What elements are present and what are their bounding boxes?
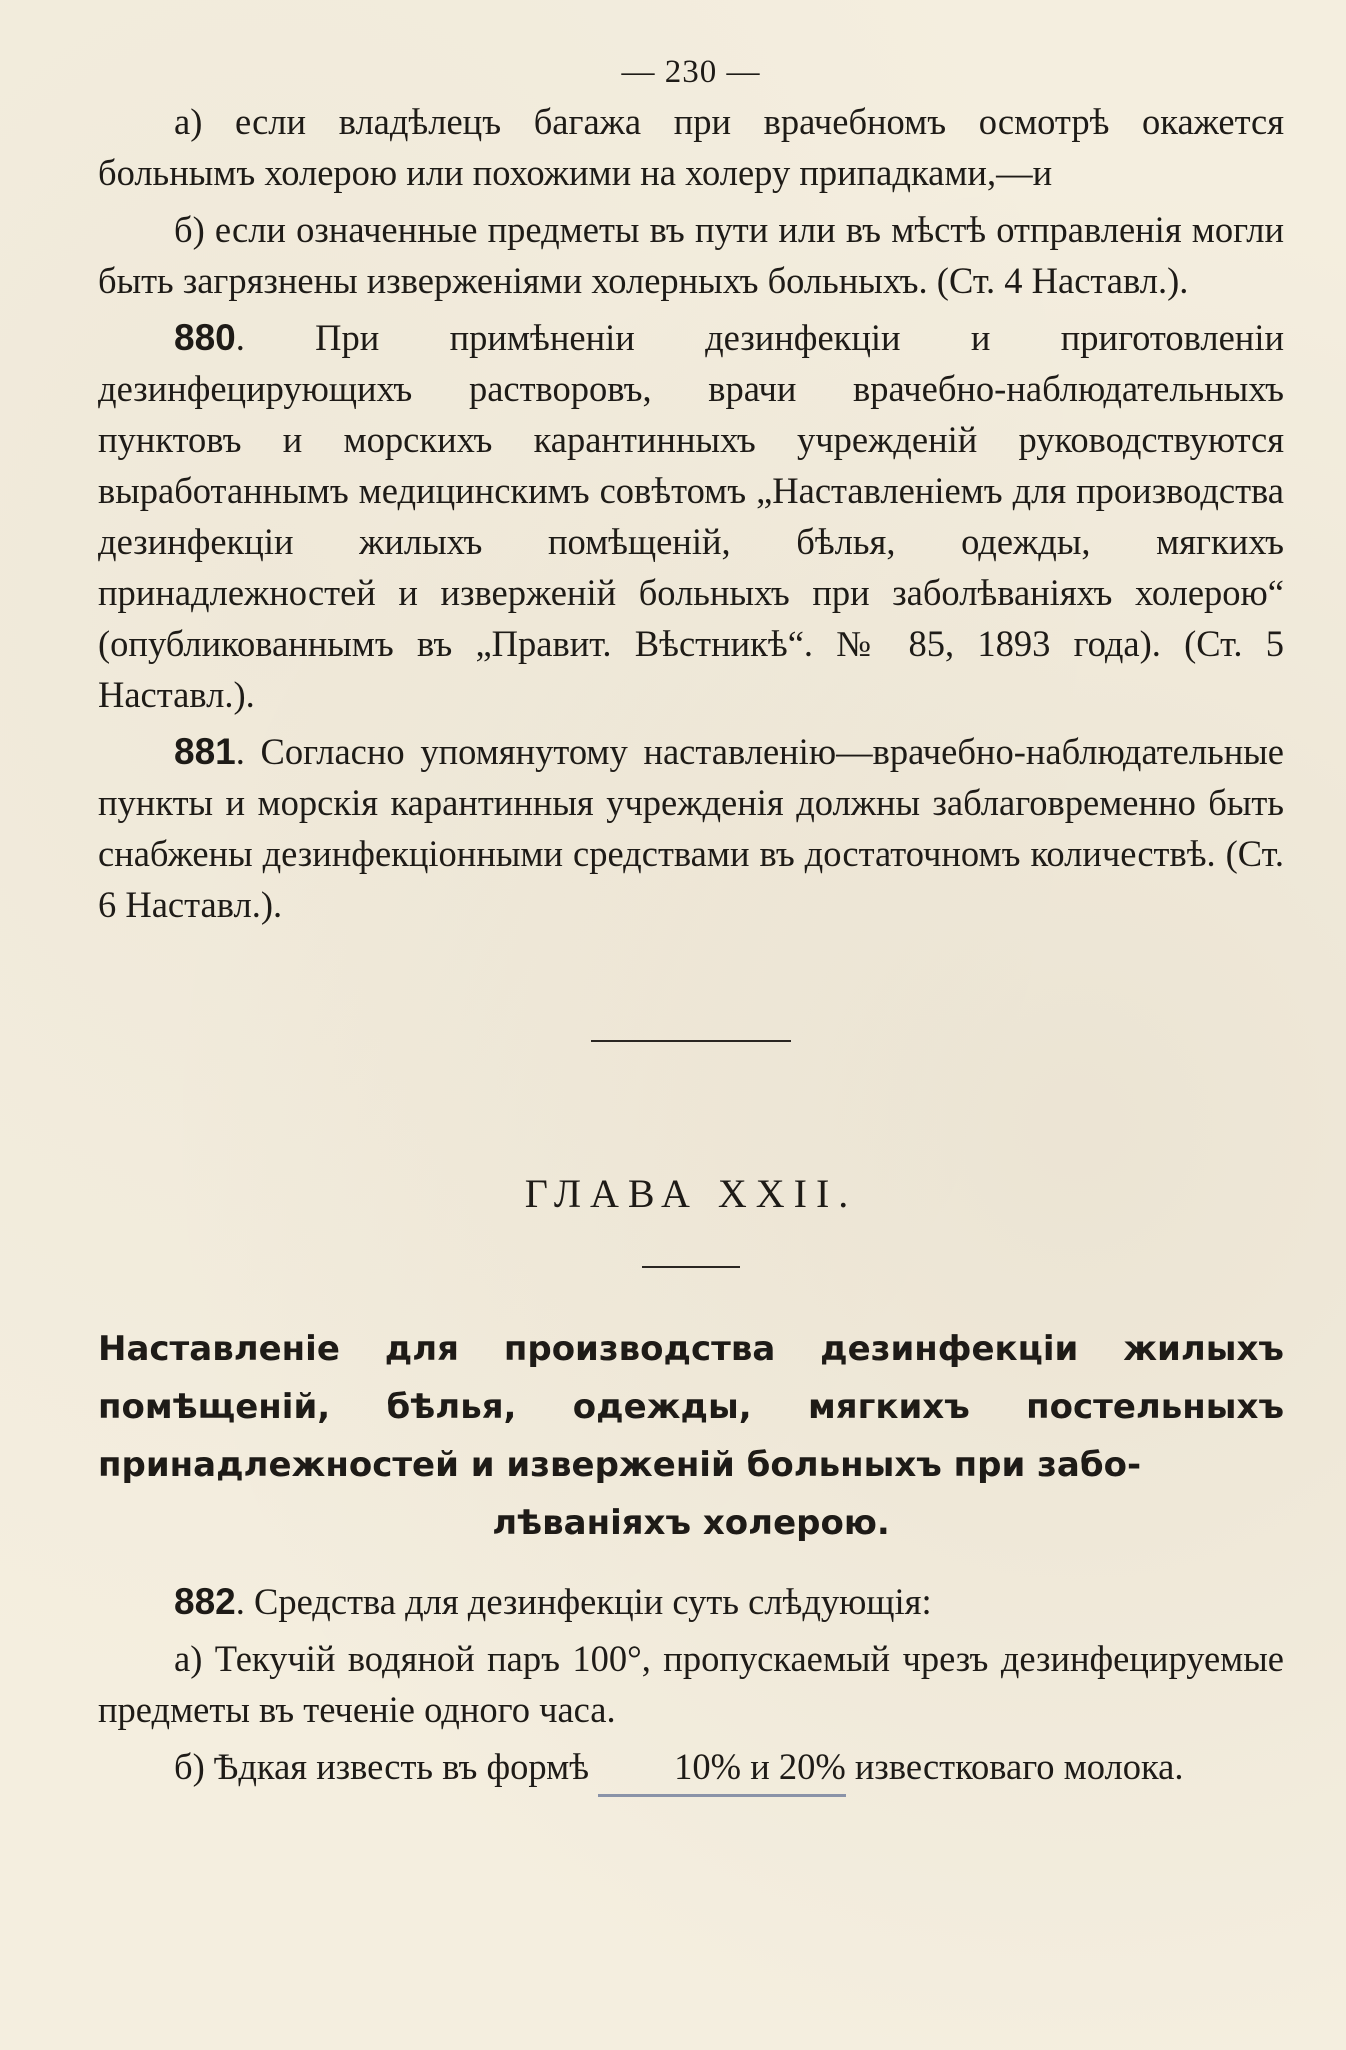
- chapter-heading-main: Наставленіе для производства дезинфекціи жилыхъ помѣщеній, бѣлья, одежды, мягкихъ постельныхъ принадлежностей и изверженій больныхъ при забо-: [98, 1329, 1284, 1485]
- page-number: — 230 —: [621, 54, 761, 90]
- section-880: [98, 312, 1284, 720]
- section-number: 882: [174, 1581, 236, 1622]
- paragraph-a: а) если владѣлецъ багажа при врачебномъ осмотрѣ окажется больнымъ холерою или похожими на холеру припадками,—и: [98, 101, 1284, 193]
- paragraph-b: б) если означенные предметы въ пути или въ мѣстѣ отправленія могли быть загрязнены изверженіями холерныхъ больныхъ. (Ст. 4 Наставл.).: [98, 209, 1284, 301]
- underlined-percentages: 10% и 20%: [598, 1741, 846, 1797]
- section-text: . Средства для дезинфекціи суть слѣдующія:: [235, 1581, 932, 1622]
- section-882: [98, 1576, 1284, 1627]
- section-number: 881: [174, 731, 236, 772]
- item-b: [98, 1741, 1284, 1797]
- chapter-heading-last: лѣваніяхъ холерою.: [492, 1503, 890, 1543]
- chapter-heading: [98, 1320, 1284, 1552]
- section-divider: [591, 1040, 791, 1042]
- item-a: а) Текучій водяной паръ 100°, пропускаемый чрезъ дезинфецируемые предметы въ теченіе одного часа.: [98, 1638, 1284, 1730]
- section-text: . При примѣненіи дезинфекціи и приготовленіи дезинфецирующихъ растворовъ, врачи врачебно-наблюдательныхъ пунктовъ и морскихъ карантинныхъ учрежденій руководствуются выработаннымъ медицинскимъ совѣтомъ „Наставленіемъ для производства дезинфекціи жилыхъ помѣщеній, бѣлья, одежды, мягкихъ принадлежностей и изверженій больныхъ при заболѣваніяхъ холерою“ (опубликованнымъ въ „Правит. Вѣстникѣ“. № 85, 1893 года). (Ст. 5 Наставл.).: [98, 317, 1284, 715]
- chapter-title: ГЛАВА XXII.: [524, 1171, 858, 1216]
- chapter-divider: [642, 1266, 740, 1268]
- item-b-start: б) Ѣдкая известь въ формѣ: [174, 1746, 599, 1787]
- section-text: . Согласно упомянутому наставленію—врачебно-наблюдательные пункты и морскія карантинныя учрежденія должны заблаговременно быть снабжены дезинфекціонными средствами въ достаточномъ количествѣ. (Ст. 6 Наставл.).: [98, 731, 1284, 925]
- section-881: [98, 726, 1284, 930]
- section-number: 880: [174, 317, 236, 358]
- item-b-end: известковаго молока.: [845, 1746, 1184, 1787]
